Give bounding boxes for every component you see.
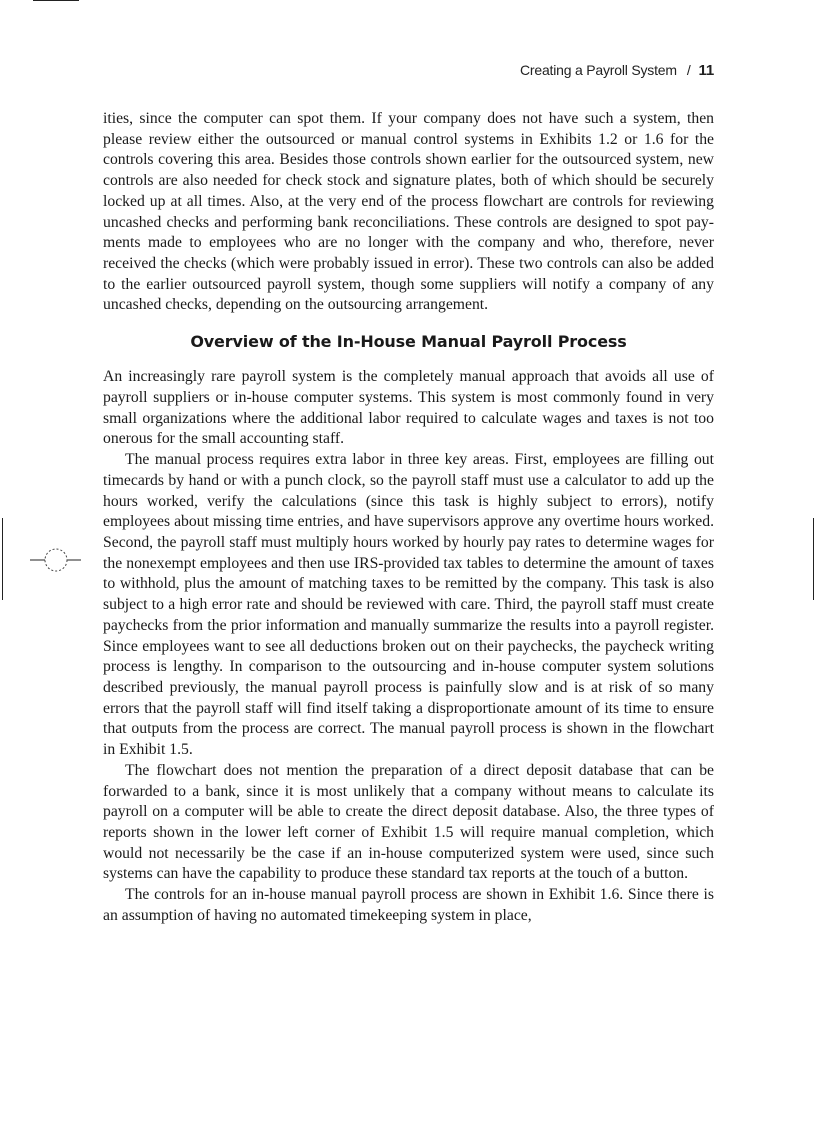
- body-text: [103, 109, 714, 927]
- section-paragraph-3: The flowchart does not mention the preparation of a direct deposit database that can be forwarded to a bank, since it is most unlikely that a company without means to calculate its payroll on a computer will be able to create the direct deposit database. Also, the three types of reports shown in the lower left corner of Exhibit 1.5 will require manual completion, which would not necessarily be the case if an in-house computerized system were used, since such systems can have the capability to produce these standard tax reports at the touch of a button.: [103, 761, 714, 883]
- registration-rule-left: [2, 518, 3, 600]
- crop-mark-top: [33, 0, 79, 1]
- page-number: 11: [698, 62, 714, 79]
- running-head-title: Creating a Payroll System: [519, 62, 677, 78]
- section-paragraph-4: The controls for an in-house manual payroll process are shown in Exhibit 1.6. Since there is an assumption of having no automated timekeeping system in place,: [103, 886, 714, 924]
- running-head-separator: /: [686, 62, 691, 78]
- section-paragraph-1: An increasingly rare payroll system is the completely manual approach that avoids all use of payroll suppliers or in-house computer systems. This system is most commonly found in very small organizations where the additional labor required to calculate wages and taxes is not too onerous for the small accounting staff.: [103, 368, 714, 448]
- section-paragraph-2: The manual process requires extra labor in three key areas. First, employees are filling out timecards by hand or with a punch clock, so the payroll staff must use a calculator to add up the hours worked, verify the calculations (since this task is highly subject to errors), notify employees about missing time entries, and have supervisors approve any overtime hours worked. Second, the payroll staff must multiply hours worked by hourly pay rates to determine wages for the nonexempt employees and then use IRS-provided tax tables to determine the amount of taxes to withhold, plus the amount of matching taxes to be remitted by the company. This task is also subject to a high error rate and should be reviewed with care. Third, the payroll staff must create paychecks from the prior information and manually summarize the results into a payroll register. Since employees want to see all deductions broken out on their paychecks, the paycheck writing process is lengthy. In comparison to the outsourcing and in-house computer system solutions described previously, the manual payroll process is painfully slow and is at risk of so many errors that the payroll staff will find itself taking a disproportionate amount of its time to ensure that outputs from the process are correct. The manual payroll process is shown in the flowchart in Exhibit 1.5.: [103, 451, 714, 759]
- registration-rule-right: [813, 518, 814, 600]
- paragraph-continued: ities, since the computer can spot them. If your company does not have such a system, then please review either the outsourced or manual control systems in Exhibits 1.2 or 1.6 for the controls covering this area. Besides those controls shown earlier for the outsourced system, new controls are also needed for check stock and signature plates, both of which should be securely locked up at all times. Also, at the very end of the process flowchart are controls for reviewing uncashed checks and performing bank reconciliations. These controls are designed to spot payments made to employees who are no longer with the company and who, therefore, never received the checks (which were probably issued in error). These two controls can also be added to the earlier outsourced payroll system, though some suppliers will notify a company of any uncashed checks, depending on the outsourcing arrangement.: [103, 110, 714, 314]
- section-heading: Overview of the In-House Manual Payroll Process: [190, 332, 627, 352]
- running-head: [420, 60, 714, 81]
- registration-mark-icon: [28, 547, 84, 573]
